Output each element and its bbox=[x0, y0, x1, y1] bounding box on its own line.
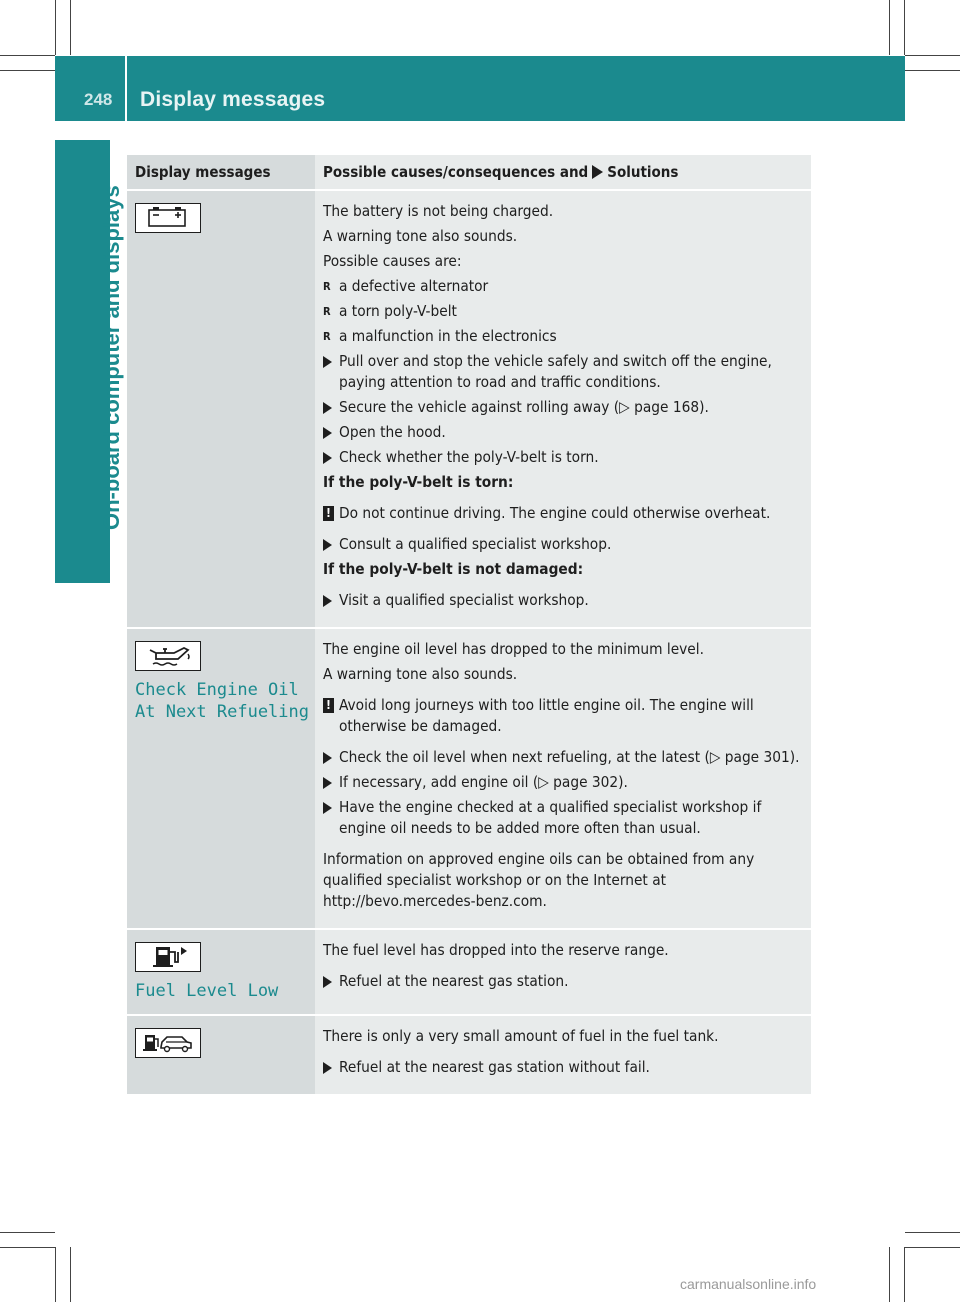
subheading: If the poly-V-belt is torn: bbox=[323, 473, 514, 491]
crop-mark bbox=[55, 1247, 56, 1302]
solution-cell bbox=[315, 629, 811, 928]
battery-icon bbox=[135, 203, 201, 233]
crop-mark bbox=[0, 55, 55, 56]
description-text: There is only a very small amount of fuel in the fuel tank. bbox=[323, 1027, 719, 1045]
description-text: The engine oil level has dropped to the minimum level. bbox=[323, 640, 704, 658]
display-cell bbox=[127, 930, 315, 1014]
display-line: Check Engine Oil bbox=[135, 680, 299, 700]
header-display-messages: Display messages bbox=[127, 155, 315, 189]
crop-mark bbox=[905, 55, 960, 56]
display-cell bbox=[127, 629, 315, 928]
warning-note bbox=[323, 695, 803, 737]
page-title: Display messages bbox=[140, 88, 326, 111]
fuel-car-icon bbox=[135, 1028, 201, 1058]
fuel-pump-icon bbox=[135, 942, 201, 972]
solution-step: Refuel at the nearest gas station. bbox=[323, 971, 803, 992]
display-cell bbox=[127, 1016, 315, 1094]
crop-mark bbox=[905, 70, 960, 71]
display-line: At Next Refueling bbox=[135, 702, 309, 722]
arrow-right-icon bbox=[592, 165, 603, 179]
crop-mark bbox=[889, 1247, 890, 1302]
solution-cell bbox=[315, 191, 811, 627]
crop-mark bbox=[70, 1247, 71, 1302]
solution-step: Have the engine checked at a qualified specialist workshop if engine oil needs to be added more often than usual. bbox=[323, 797, 803, 839]
crop-mark bbox=[889, 0, 890, 55]
crop-mark bbox=[905, 1247, 960, 1248]
crop-mark bbox=[0, 1247, 55, 1248]
table-row bbox=[127, 1014, 811, 1094]
warning-text: Avoid long journeys with too little engine oil. The engine will otherwise be damaged. bbox=[339, 696, 754, 735]
description-text: A warning tone also sounds. bbox=[323, 665, 518, 683]
solution-step: Refuel at the nearest gas station without fail. bbox=[323, 1057, 803, 1078]
description-text: Possible causes are: bbox=[323, 252, 462, 270]
cause-bullet: R a defective alternator bbox=[323, 276, 803, 297]
crop-mark bbox=[905, 1232, 960, 1233]
solution-step: Open the hood. bbox=[323, 422, 803, 443]
header-divider bbox=[125, 56, 127, 121]
description-text: Information on approved engine oils can be obtained from any qualified specialist workshop or on the Internet at http://bevo.mercedes-benz.com. bbox=[323, 850, 755, 910]
crop-mark bbox=[904, 1247, 905, 1302]
warning-icon: ! bbox=[323, 698, 334, 713]
crop-mark bbox=[0, 1232, 55, 1233]
solution-step: Visit a qualified specialist workshop. bbox=[323, 590, 803, 611]
page-number: 248 bbox=[84, 90, 113, 109]
description-text: The battery is not being charged. bbox=[323, 202, 554, 220]
table-header-row bbox=[127, 155, 811, 189]
table-row bbox=[127, 928, 811, 1014]
oil-can-icon bbox=[135, 641, 201, 671]
solution-step: If necessary, add engine oil (▷ page 302). bbox=[323, 772, 803, 793]
display-line: Fuel Level Low bbox=[135, 981, 279, 1001]
warning-note bbox=[323, 503, 803, 524]
side-tab-label: On-board computer and displays bbox=[99, 185, 124, 530]
watermark: carmanualsonline.info bbox=[680, 1276, 817, 1292]
crop-mark bbox=[0, 70, 55, 71]
solution-step: Pull over and stop the vehicle safely and switch off the engine, paying attention to road and traffic conditions. bbox=[323, 351, 803, 393]
display-cell bbox=[127, 191, 315, 627]
display-text bbox=[135, 980, 307, 1002]
header-causes-solutions bbox=[315, 155, 811, 189]
description-text: A warning tone also sounds. bbox=[323, 227, 518, 245]
solution-step: Check the oil level when next refueling, at the latest (▷ page 301). bbox=[323, 747, 803, 768]
subheading: If the poly-V-belt is not damaged: bbox=[323, 560, 584, 578]
solution-cell bbox=[315, 1016, 811, 1094]
display-text bbox=[135, 679, 307, 723]
crop-mark bbox=[55, 0, 56, 55]
description-text: The fuel level has dropped into the reserve range. bbox=[323, 941, 669, 959]
display-messages-table bbox=[127, 155, 811, 1094]
cause-bullet: R a torn poly-V-belt bbox=[323, 301, 803, 322]
solution-cell bbox=[315, 930, 811, 1014]
header-solutions-text: Solutions bbox=[607, 163, 679, 181]
table-row bbox=[127, 189, 811, 627]
table-row bbox=[127, 627, 811, 928]
cause-bullet: R a malfunction in the electronics bbox=[323, 326, 803, 347]
solution-step: Consult a qualified specialist workshop. bbox=[323, 534, 803, 555]
solution-step: Check whether the poly-V-belt is torn. bbox=[323, 447, 803, 468]
crop-mark bbox=[70, 0, 71, 55]
warning-text: Do not continue driving. The engine could otherwise overheat. bbox=[339, 504, 771, 522]
warning-icon: ! bbox=[323, 506, 334, 521]
header-causes-text: Possible causes/consequences and bbox=[323, 163, 589, 181]
solution-step: Secure the vehicle against rolling away (▷ page 168). bbox=[323, 397, 803, 418]
crop-mark bbox=[904, 0, 905, 55]
